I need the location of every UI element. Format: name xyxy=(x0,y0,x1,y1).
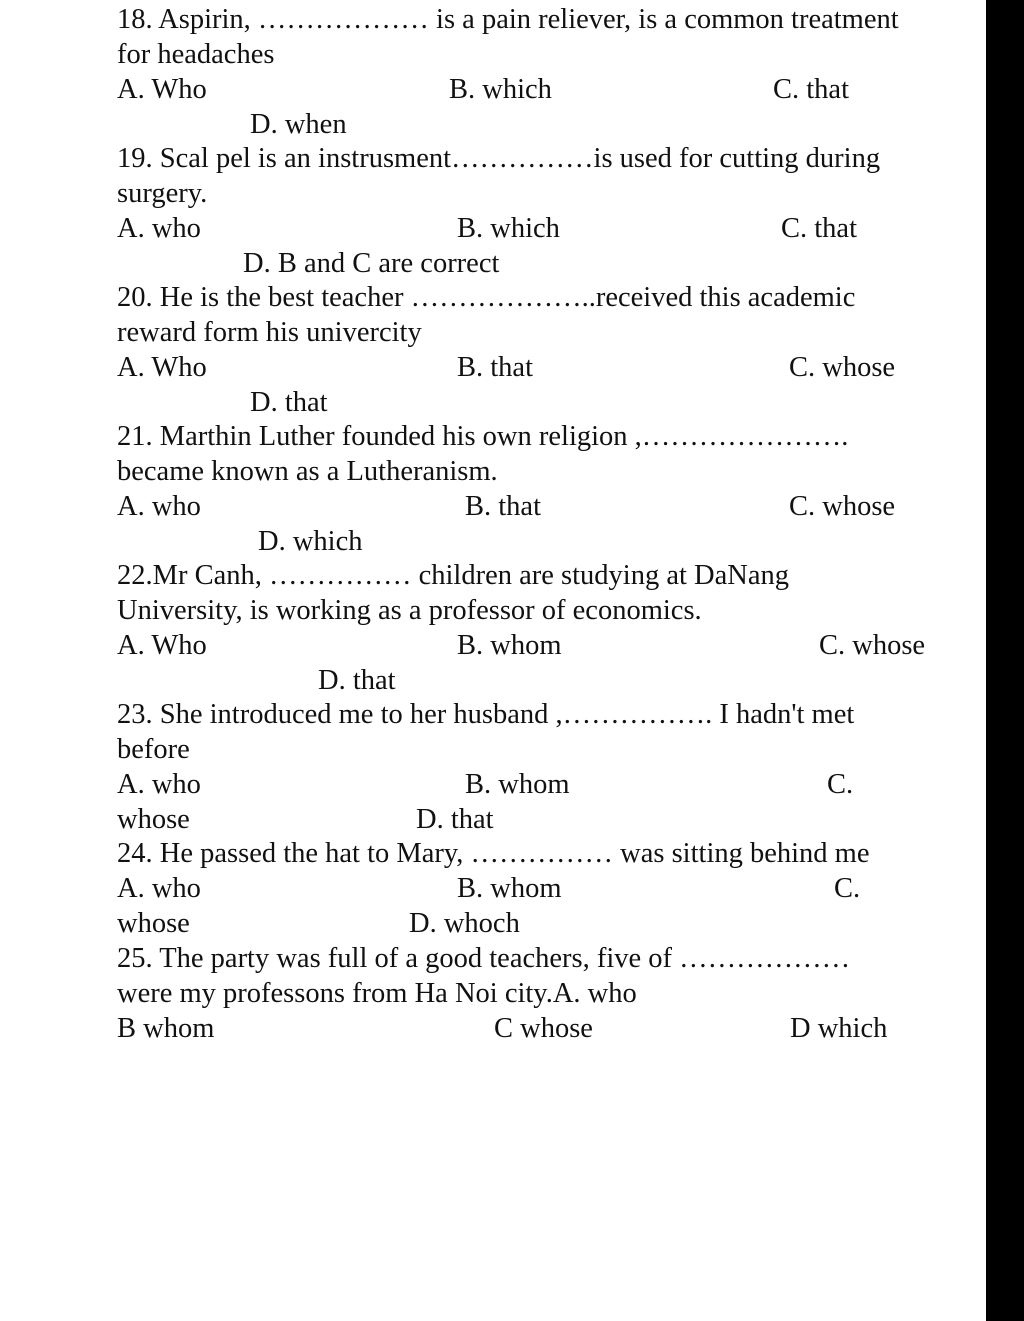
q24-option-d: D. whoch xyxy=(409,908,520,939)
q18-option-d: D. when xyxy=(250,109,347,140)
q23-option-d: D. that xyxy=(416,804,494,835)
q22-option-d: D. that xyxy=(318,665,396,696)
q18-option-a: A. Who xyxy=(117,74,207,105)
q21-stem-line-1: 21. Marthin Luther founded his own religion ,…………………. xyxy=(117,421,849,452)
q24-option-c: C. xyxy=(834,873,861,904)
q21-option-b: B. that xyxy=(465,491,541,522)
q24-option-c-text: whose xyxy=(117,908,190,939)
q19-option-a: A. who xyxy=(117,213,201,244)
q18-stem-line-1: 18. Aspirin, ……………… is a pain reliever, is a common treatment xyxy=(117,4,899,35)
q19-option-c: C. that xyxy=(781,213,857,244)
q19-stem-line-2: surgery. xyxy=(117,178,208,209)
q21-option-d: D. which xyxy=(258,526,363,557)
q23-option-b: B. whom xyxy=(465,769,570,800)
q21-option-a: A. who xyxy=(117,491,201,522)
q23-option-c-text: whose xyxy=(117,804,190,835)
q20-option-c: C. whose xyxy=(789,352,896,383)
q22-option-c: C. whose xyxy=(819,630,926,661)
q19-stem-line-1: 19. Scal pel is an instrusment……………is used for cutting during xyxy=(117,143,881,174)
q23-option-c: C. xyxy=(827,769,854,800)
q24-option-a: A. who xyxy=(117,873,201,904)
q19-option-b: B. which xyxy=(457,213,560,244)
q22-stem-line-2: University, is working as a professor of economics. xyxy=(117,595,702,626)
q20-option-d: D. that xyxy=(250,387,328,418)
q23-stem-line-1: 23. She introduced me to her husband ,……………. I hadn't met xyxy=(117,699,855,730)
q25-option-b: B whom xyxy=(117,1013,215,1044)
q25-option-c: C whose xyxy=(494,1013,593,1044)
q25-stem-line-2: were my professons from Ha Noi city.A. who xyxy=(117,978,637,1009)
q25-option-d: D which xyxy=(790,1013,888,1044)
q20-option-a: A. Who xyxy=(117,352,207,383)
q18-option-b: B. which xyxy=(449,74,552,105)
q20-stem-line-1: 20. He is the best teacher ………………..received this academic xyxy=(117,282,856,313)
q21-option-c: C. whose xyxy=(789,491,896,522)
right-edge-black-bar xyxy=(986,0,1024,1321)
q21-stem-line-2: became known as a Lutheranism. xyxy=(117,456,498,487)
q22-stem-line-1: 22.Mr Canh, …………… children are studying at DaNang xyxy=(117,560,789,591)
q24-option-b: B. whom xyxy=(457,873,562,904)
q24-stem-line-1: 24. He passed the hat to Mary, …………… was sitting behind me xyxy=(117,838,870,869)
q20-option-b: B. that xyxy=(457,352,533,383)
q20-stem-line-2: reward form his univercity xyxy=(117,317,422,348)
q22-option-b: B. whom xyxy=(457,630,562,661)
q22-option-a: A. Who xyxy=(117,630,207,661)
q18-stem-line-2: for headaches xyxy=(117,39,275,70)
q23-stem-line-2: before xyxy=(117,734,190,765)
q25-stem-line-1: 25. The party was full of a good teachers, five of ……………… xyxy=(117,943,851,974)
q18-option-c: C. that xyxy=(773,74,849,105)
q19-option-d: D. B and C are correct xyxy=(243,248,500,279)
q23-option-a: A. who xyxy=(117,769,201,800)
